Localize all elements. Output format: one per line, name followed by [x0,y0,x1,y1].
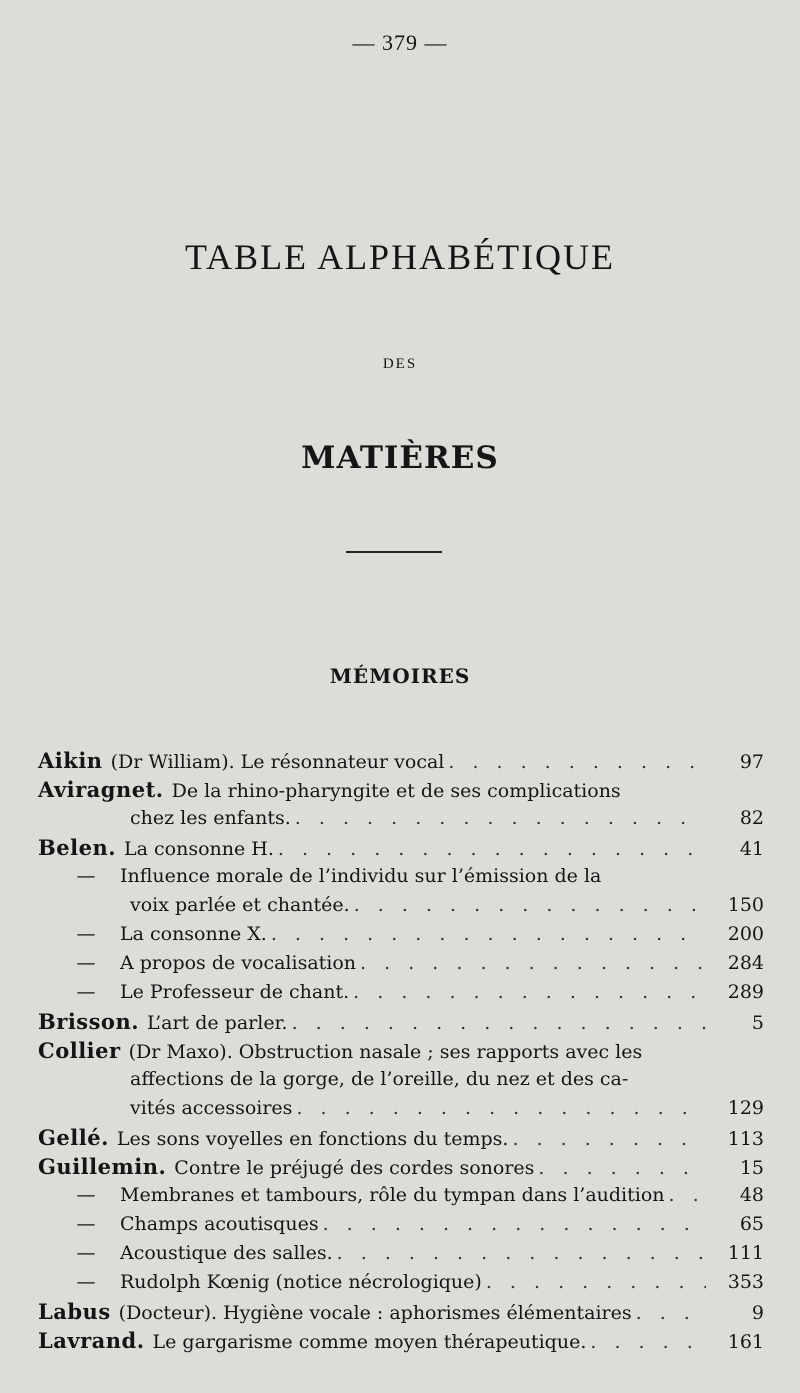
index-entry [38,978,764,1007]
dot-leader [337,1239,706,1268]
entry-text: vités accessoires [130,1097,293,1119]
entry-page-number: 353 [727,1271,764,1293]
index-entry [38,1152,764,1181]
entry-author: Aikin [38,748,103,773]
dot-leader [353,978,706,1007]
dot-leader [292,1009,706,1038]
entry-text: (Dr William). Le résonnateur vocal [110,751,445,773]
entry-author: Aviragnet. [38,777,164,802]
entry-page-number: 5 [751,1012,764,1034]
index-entry [38,1036,764,1065]
entry-text: De la rhino-pharyngite et de ses complications [171,780,621,802]
index-entry [38,1268,764,1297]
entry-page-number: 200 [727,923,764,945]
index-entry [38,1326,764,1355]
entry-text: Rudolph Kœnig (notice nécrologique) [120,1271,482,1293]
entry-author: Collier [38,1038,121,1063]
index-entry [38,862,764,891]
dot-leader [590,1328,706,1357]
entry-text: affections de la gorge, de l’oreille, du nez et des ca- [130,1068,629,1090]
dot-leader [512,1125,706,1154]
entry-text: La consonne H. [124,838,274,860]
entry-page-number: 9 [751,1302,764,1324]
entry-author: Gellé. [38,1125,109,1150]
entry-page-number: 41 [739,838,764,860]
entry-page-number: 150 [727,894,764,916]
section-heading: MÉMOIRES [329,664,471,688]
entry-page-number: 161 [727,1331,764,1353]
index-entry [38,1239,764,1268]
entry-page-number: 111 [727,1242,764,1264]
ditto-dash: — [76,981,96,1003]
ditto-dash: — [76,952,96,974]
entry-text: L’art de parler. [147,1012,288,1034]
entry-page-number: 129 [727,1097,764,1119]
dot-leader [486,1268,706,1297]
entry-text: Acoustique des salles. [120,1242,333,1264]
entry-text: voix parlée et chantée. [130,894,350,916]
entry-text: Le gargarisme comme moyen thérapeutique. [152,1331,587,1353]
index-entry [38,1210,764,1239]
entry-page-number: 15 [739,1157,764,1179]
entry-text: Le Professeur de chant. [120,981,350,1003]
entry-author: Labus [38,1299,111,1324]
entry-page-number: 113 [727,1128,764,1150]
dot-leader [271,920,706,949]
entry-page-number: 97 [739,751,764,773]
index-entry [38,949,764,978]
index-entry [38,1094,764,1123]
entry-page-number: 284 [727,952,764,974]
ditto-dash: — [76,1242,96,1264]
entry-text: (Dr Maxo). Obstruction nasale ; ses rapports avec les [128,1041,643,1063]
entry-text: Champs acoutisques [120,1213,319,1235]
ditto-dash: — [76,1213,96,1235]
dot-leader [296,1094,706,1123]
dot-leader [360,949,706,978]
entry-page-number: 65 [739,1213,764,1235]
index-entry [38,1007,764,1036]
index-entry [38,804,764,833]
ditto-dash: — [76,923,96,945]
ditto-dash: — [76,1271,96,1293]
index-entry [38,1123,764,1152]
dot-leader [669,1181,706,1210]
title-connector: DES [382,356,418,372]
index-entry [38,1181,764,1210]
entry-text: La consonne X. [120,923,267,945]
dot-leader [295,804,706,833]
entry-author: Brisson. [38,1009,140,1034]
entry-text: Influence morale de l’individu sur l’émission de la [120,865,602,887]
index-list [38,746,764,1355]
dot-leader [448,748,706,777]
entry-text: Contre le préjugé des cordes sonores [174,1157,535,1179]
index-entry [38,891,764,920]
entry-text: chez les enfants. [130,807,291,829]
entry-author: Guillemin. [38,1154,167,1179]
entry-text: (Docteur). Hygiène vocale : aphorismes élémentaires [118,1302,632,1324]
dot-leader [354,891,706,920]
dot-leader [278,835,706,864]
index-entry [38,746,764,775]
ditto-dash: — [76,1184,96,1206]
index-entry [38,920,764,949]
index-entry [38,833,764,862]
index-entry [38,775,764,804]
dot-leader [538,1154,706,1183]
page-title: TABLE ALPHABÉTIQUE [184,237,616,277]
page-number: — 379 — [352,30,448,55]
title-heading: MATIÈRES [301,440,499,476]
index-entry [38,1297,764,1326]
entry-page-number: 82 [739,807,764,829]
entry-author: Lavrand. [38,1328,145,1353]
entry-page-number: 289 [727,981,764,1003]
index-entry [38,1065,764,1094]
entry-author: Belen. [38,835,117,860]
ditto-dash: — [76,865,96,887]
entry-text: A propos de vocalisation [120,952,357,974]
dot-leader [323,1210,706,1239]
entry-text: Les sons voyelles en fonctions du temps. [116,1128,509,1150]
decorative-rule [346,551,442,553]
entry-page-number: 48 [739,1184,764,1206]
entry-text: Membranes et tambours, rôle du tympan dans l’audition [120,1184,665,1206]
dot-leader [636,1299,706,1328]
